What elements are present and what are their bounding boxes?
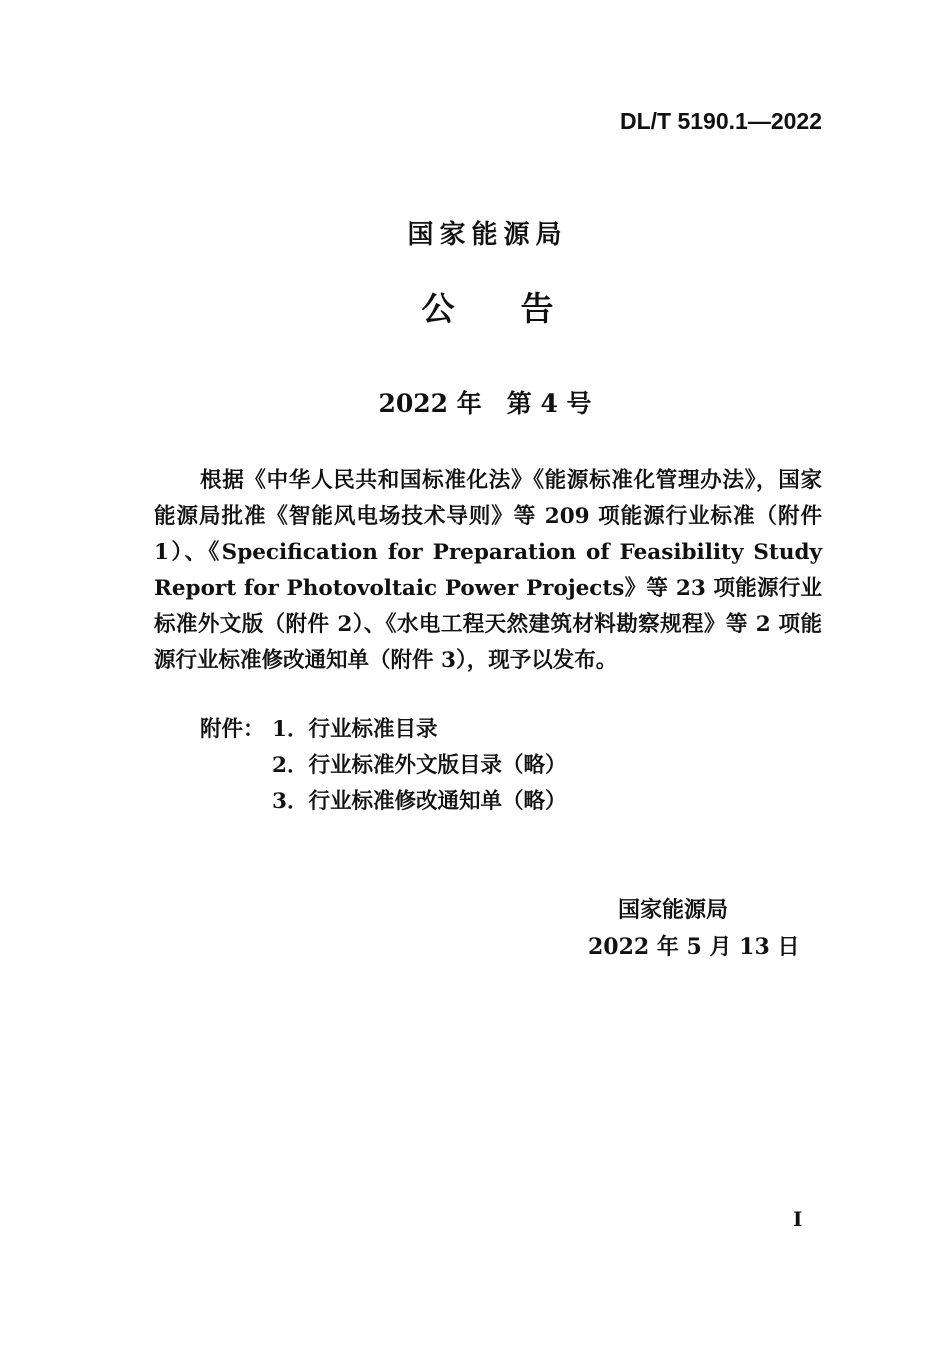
attachment-item [200,784,566,820]
attachment-item-3: 3．行业标准修改通知单（略） [272,789,567,814]
attachment-item [200,712,566,748]
issue-number: 2022 年 第 4 号 [378,389,592,418]
attachment-item-2: 2．行业标准外文版目录（略） [272,753,567,778]
page-number: I [793,1207,803,1231]
attachments-label: 附件： [200,717,265,742]
attachment-item-1: 1．行业标准目录 [272,717,438,742]
attachment-item [200,748,566,784]
notice-title-part1: 公 [421,289,455,328]
issuer-heading: 国家能源局 [407,220,568,250]
attachments-list [200,712,566,820]
signature-date: 2022 年 5 月 13 日 [588,934,800,960]
signature-organization: 国家能源局 [618,897,729,923]
notice-title [0,283,950,330]
standard-number: DL/T 5190.1—2022 [619,108,822,134]
notice-title-part2: 告 [520,289,554,328]
notice-body: 根据《中华人民共和国标准化法》《能源标准化管理办法》，国家能源局批准《智能风电场技术导则》等 209 项能源行业标准（附件 1）、《Specification for Preparation of Feasibility Study Report for Photovoltaic Power Projects》等 23 项能源行业标准外文版（附件 2）、《水电工程天然建筑材料勘察规程》等 2 项能源行业标准修改通知单（附件 3），现予以发布。 [154,468,822,673]
